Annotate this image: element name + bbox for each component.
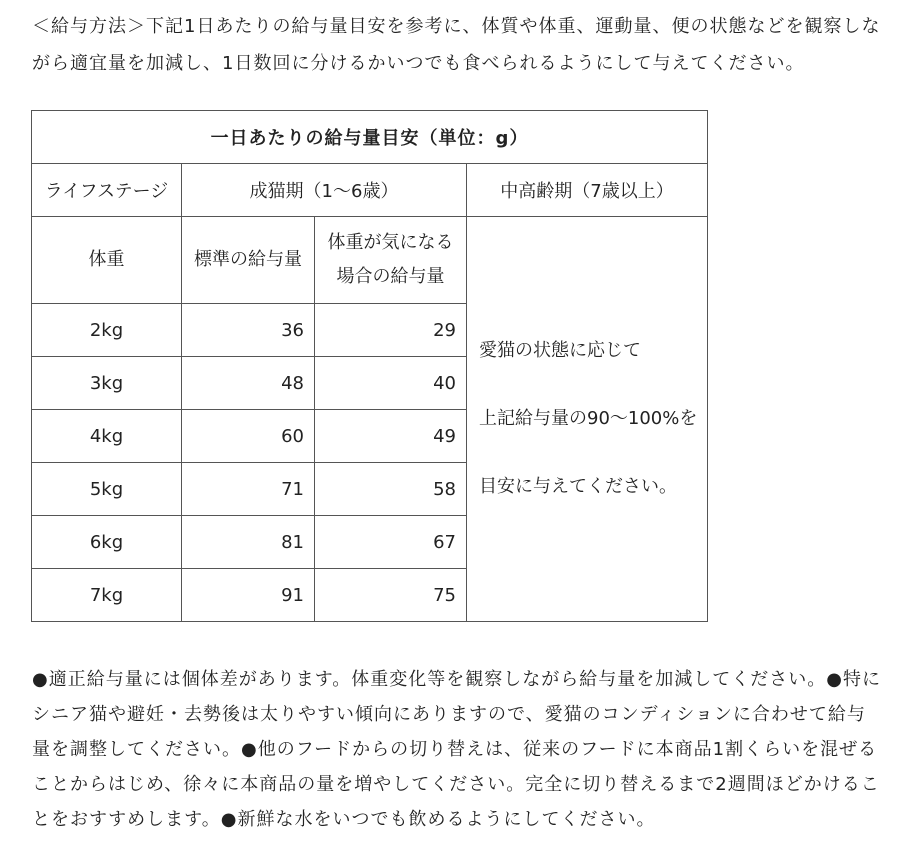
senior-note-line: 上記給与量の90～100%を: [479, 408, 698, 429]
feeding-table: [31, 110, 708, 622]
feeding-notes: ●適正給与量には個体差があります。体重変化等を観察しながら給与量を加減してください。●特にシニア猫や避妊・去勢後は太りやすい傾向にありますので、愛猫のコンディションに合わせて給与量を調整してください。●他のフードからの切り替えは、従来のフードに本商品1割くらいを混ぜることからはじめ、徐々に本商品の量を増やしてください。完全に切り替えるまで2週間ほどかけることをおすすめします。●新鮮な水をいつでも飲めるようにしてください。: [32, 669, 881, 830]
subheader-concern: [315, 217, 467, 304]
subheader-concern-line2: 場合の給与量: [336, 266, 445, 287]
senior-note-line: 愛猫の状態に応じて: [479, 340, 641, 361]
weight-cell: 6kg: [32, 516, 182, 569]
standard-cell: 48: [182, 357, 315, 410]
weight-cell: 3kg: [32, 357, 182, 410]
senior-note: [467, 217, 708, 622]
standard-cell: 81: [182, 516, 315, 569]
standard-cell: 60: [182, 410, 315, 463]
subheader-concern-line1: 体重が気になる: [327, 232, 454, 253]
weight-cell: 2kg: [32, 304, 182, 357]
concern-cell: 75: [315, 569, 467, 622]
concern-cell: 40: [315, 357, 467, 410]
concern-cell: 58: [315, 463, 467, 516]
weight-cell: 5kg: [32, 463, 182, 516]
concern-cell: 49: [315, 410, 467, 463]
weight-cell: 4kg: [32, 410, 182, 463]
header-senior: 中高齢期（7歳以上）: [467, 164, 708, 217]
senior-note-line: 目安に与えてください。: [479, 476, 677, 497]
standard-cell: 71: [182, 463, 315, 516]
standard-cell: 91: [182, 569, 315, 622]
standard-cell: 36: [182, 304, 315, 357]
header-life-stage: ライフステージ: [32, 164, 182, 217]
feeding-method-text: ＜給与方法＞下記1日あたりの給与量目安を参考に、体質や体重、運動量、便の状態などを観察しながら適宜量を加減し、1日数回に分けるかいつでも食べられるようにして与えてください。: [32, 16, 881, 74]
subheader-standard: 標準の給与量: [182, 217, 315, 304]
concern-cell: 67: [315, 516, 467, 569]
header-adult: 成猫期（1～6歳）: [182, 164, 467, 217]
subheader-weight: 体重: [32, 217, 182, 304]
table-title: 一日あたりの給与量目安（単位：g）: [32, 111, 708, 164]
weight-cell: 7kg: [32, 569, 182, 622]
concern-cell: 29: [315, 304, 467, 357]
